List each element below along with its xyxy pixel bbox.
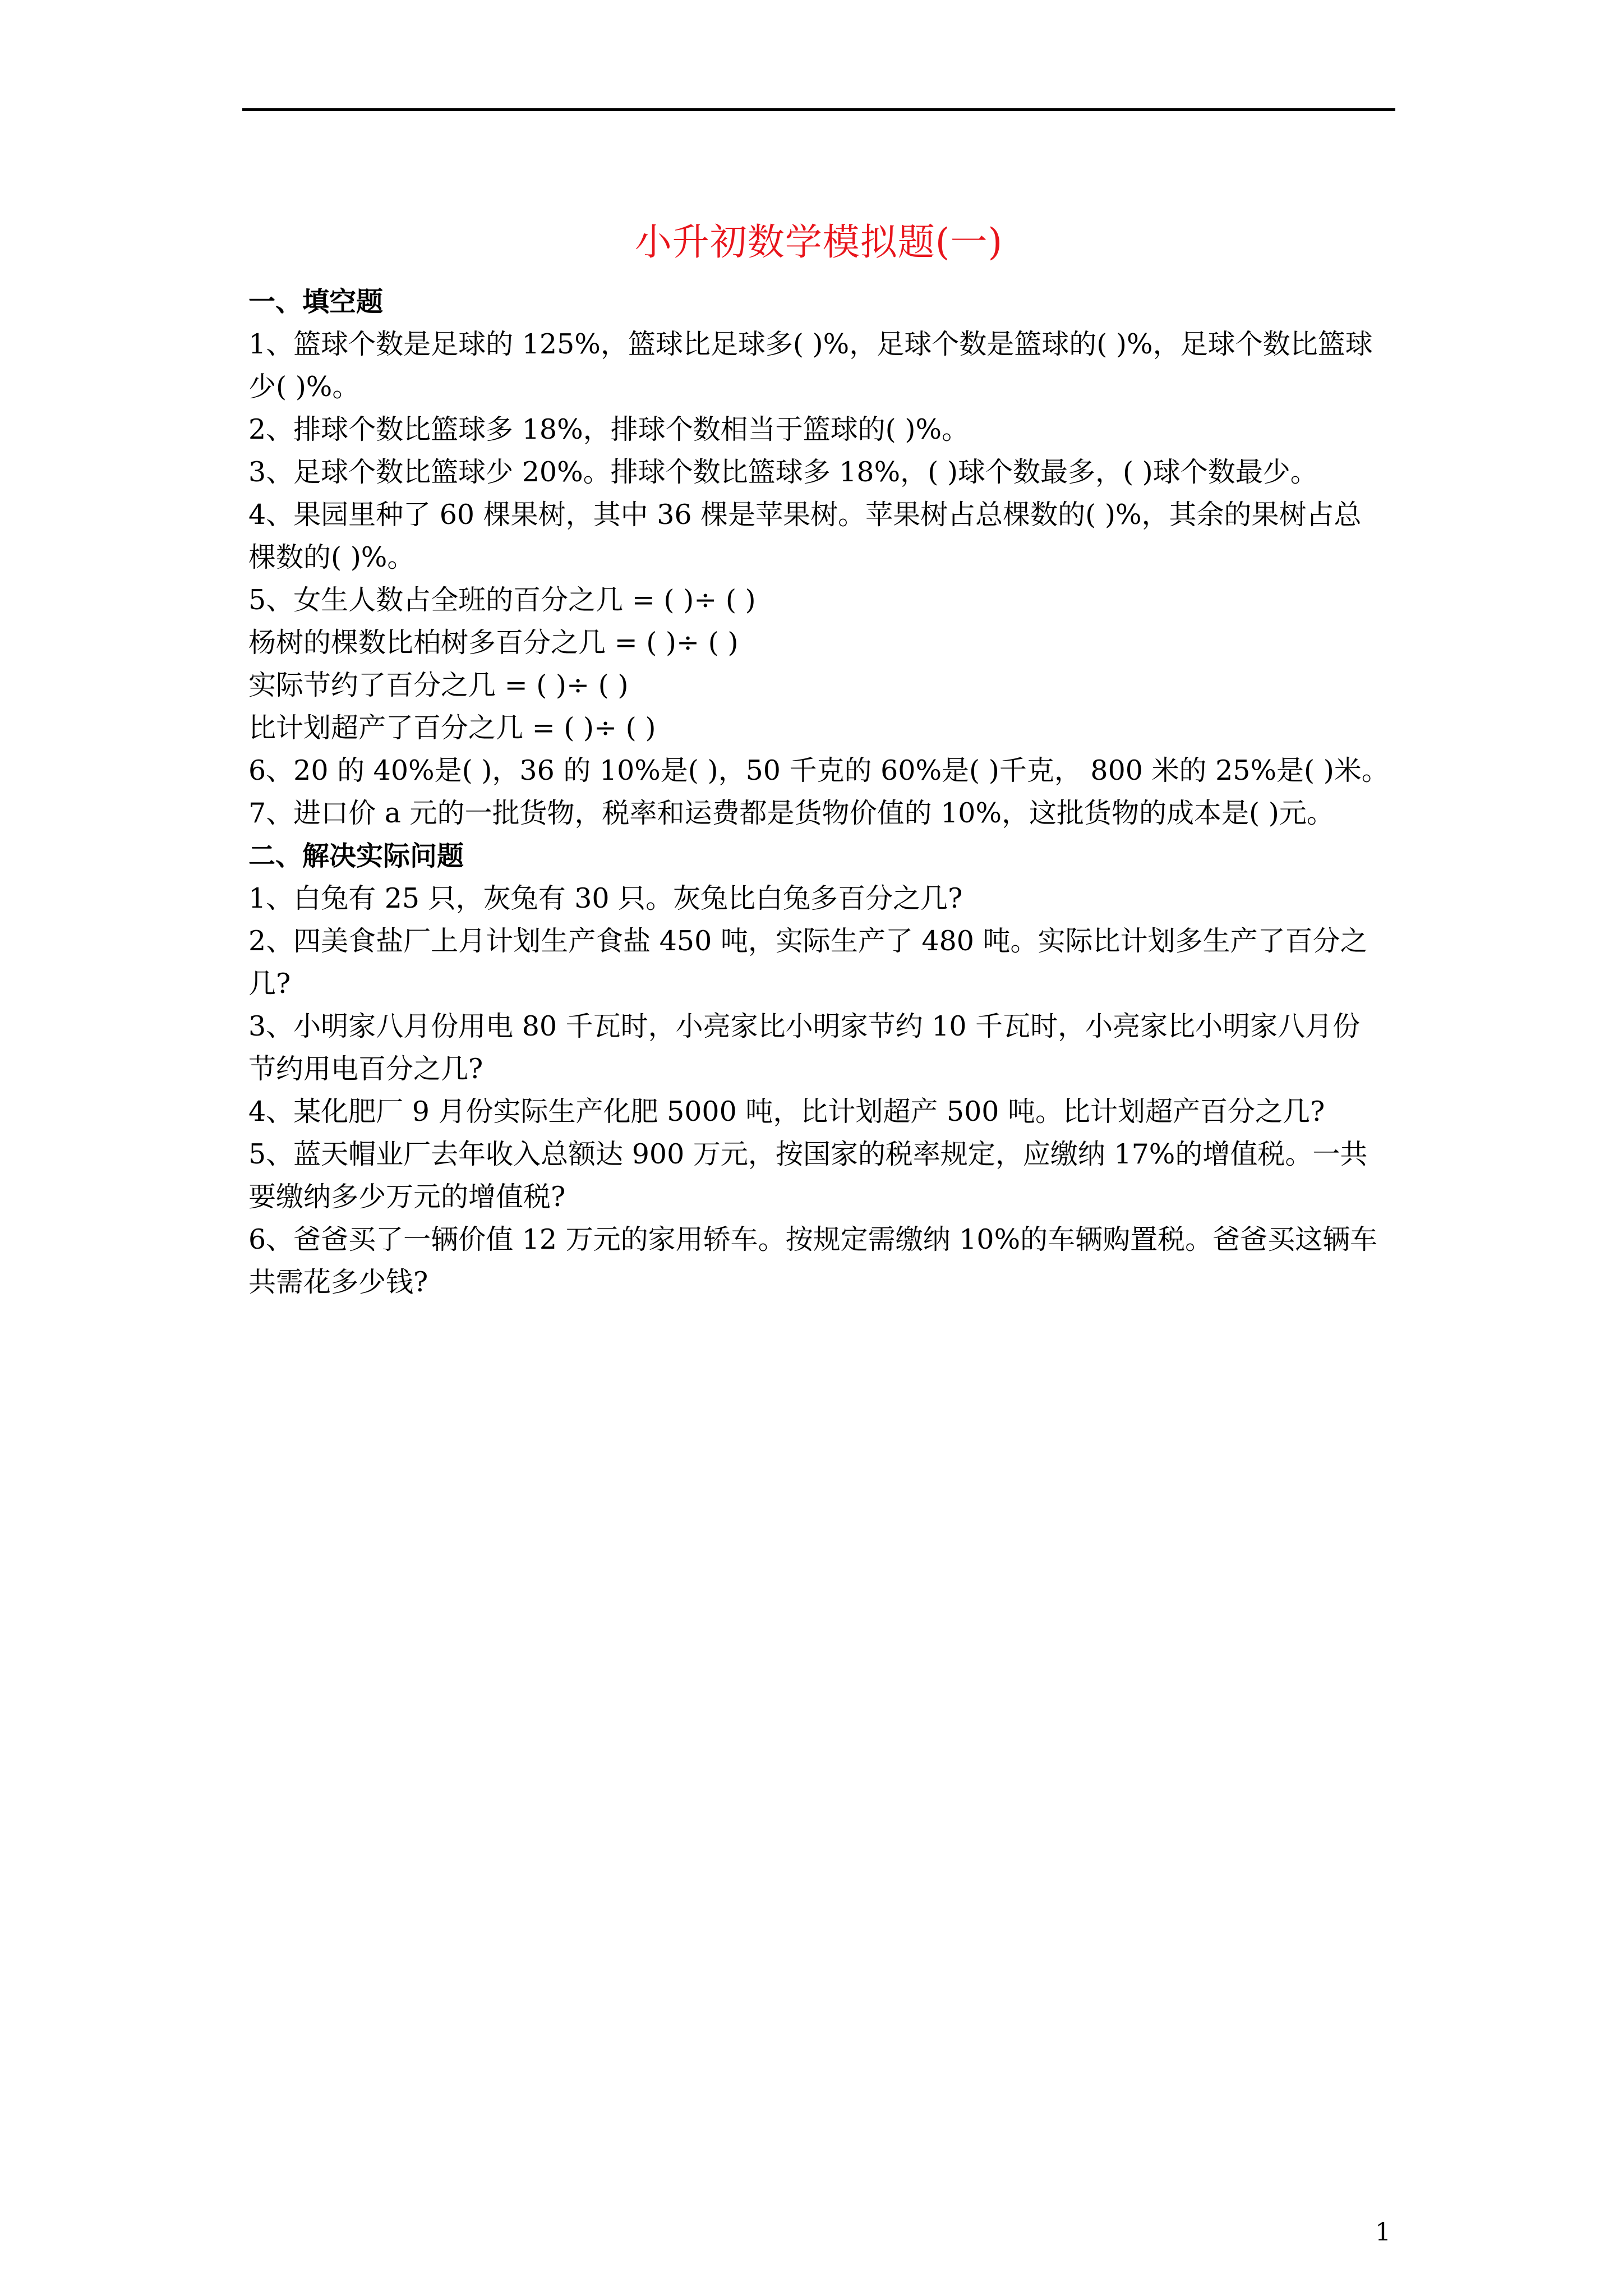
text-line: 共需花多少钱? (248, 1266, 428, 1298)
text-line: 实际节约了百分之几 = ( )÷ ( ) (248, 669, 629, 701)
text-line: 1、白兔有 25 只，灰兔有 30 只。灰兔比白兔多百分之几? (248, 882, 963, 914)
text-line: 4、果园里种了 60 棵果树，其中 36 棵是苹果树。苹果树占总棵数的( )%，其余的果树占总 (248, 499, 1362, 531)
page-number: 1 (1375, 2218, 1391, 2247)
text-line: 2、排球个数比篮球多 18%，排球个数相当于篮球的( )%。 (248, 413, 970, 445)
page-title: 小升初数学模拟题(一) (634, 220, 1003, 264)
section-heading: 一、填空题 (248, 286, 384, 318)
text-line: 杨树的棵数比柏树多百分之几 = ( )÷ ( ) (248, 627, 739, 659)
section-heading: 二、解决实际问题 (248, 840, 464, 872)
text-line: 几? (248, 968, 291, 1000)
section-practical-problems (248, 835, 1396, 1304)
text-line: 3、小明家八月份用电 80 千瓦时，小亮家比小明家节约 10 千瓦时，小亮家比小明家八月份 (248, 1010, 1361, 1042)
text-line: 少( )%。 (248, 371, 360, 403)
text-line: 要缴纳多少万元的增值税? (248, 1181, 566, 1213)
section-fill-in-blanks (248, 280, 1396, 835)
text-line: 6、爸爸买了一辆价值 12 万元的家用轿车。按规定需缴纳 10%的车辆购置税。爸爸买这辆车 (248, 1223, 1378, 1255)
text-line: 棵数的( )%。 (248, 541, 415, 573)
document-body (248, 280, 1396, 1304)
text-line: 4、某化肥厂 9 月份实际生产化肥 5000 吨，比计划超产 500 吨。比计划超产百分之几? (248, 1096, 1325, 1128)
text-line: 5、女生人数占全班的百分之几 = ( )÷ ( ) (248, 584, 756, 616)
text-line: 2、四美食盐厂上月计划生产食盐 450 吨，实际生产了 480 吨。实际比计划多生产了百分之 (248, 925, 1368, 957)
text-line: 1、篮球个数是足球的 125%，篮球比足球多( )%，足球个数是篮球的( )%，足球个数比篮球 (248, 328, 1373, 360)
text-line: 7、进口价 a 元的一批货物，税率和运费都是货物价值的 10%，这批货物的成本是( )元。 (248, 797, 1334, 829)
text-line: 节约用电百分之几? (248, 1053, 483, 1085)
text-line: 比计划超产了百分之几 = ( )÷ ( ) (248, 712, 656, 744)
text-line: 3、足球个数比篮球少 20%。排球个数比篮球多 18%，( )球个数最多，( )球个数最少。 (248, 456, 1318, 488)
text-line: 6、20 的 40%是( )，36 的 10%是( )，50 千克的 60%是( )千克， 800 米的 25%是( )米。 (248, 754, 1389, 786)
header-rule (242, 108, 1395, 111)
text-line: 5、蓝天帽业厂去年收入总额达 900 万元，按国家的税率规定，应缴纳 17%的增值税。一共 (248, 1138, 1368, 1170)
